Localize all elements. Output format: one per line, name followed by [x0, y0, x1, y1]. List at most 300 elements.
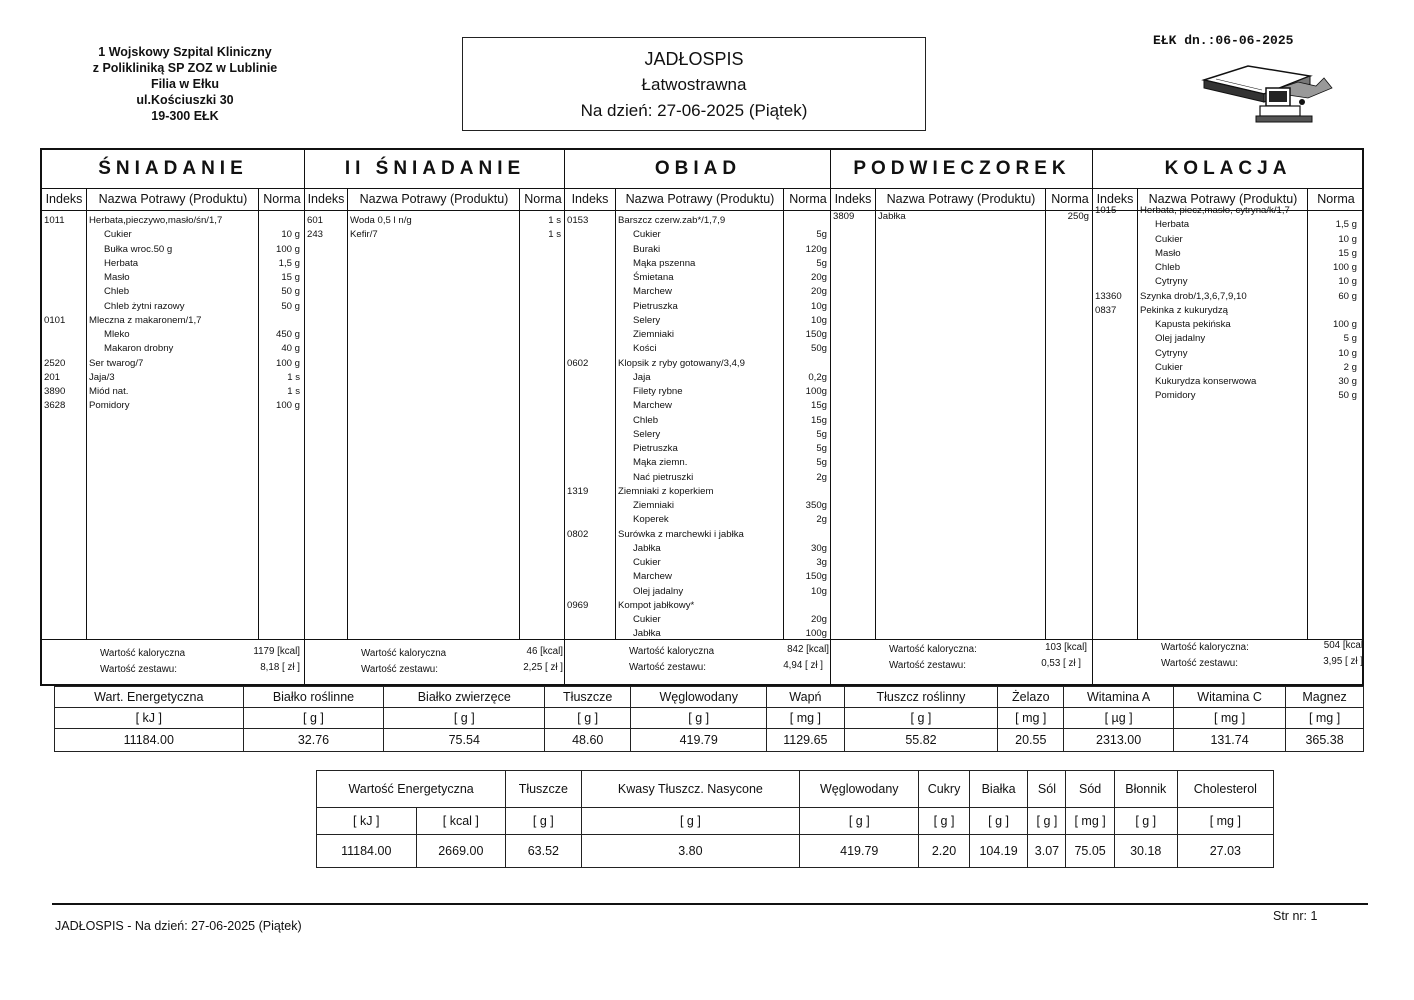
kcal-value: 103 [kcal] — [1045, 642, 1087, 653]
menu-item-row — [1093, 233, 1363, 247]
column-headers — [42, 189, 304, 211]
item-norm: 100 g — [1332, 262, 1357, 273]
nutrient-value: 419.79 — [631, 729, 767, 752]
item-index: 243 — [307, 229, 324, 241]
menu-item-row — [565, 556, 831, 570]
item-name: Herbata — [104, 257, 139, 269]
cost-value: 8,18 [ zł ] — [260, 662, 300, 673]
item-name: Cukier — [633, 557, 661, 568]
menu-item-row — [565, 442, 831, 456]
hospital-line: 19-300 EŁK — [151, 109, 219, 123]
item-norm: 15g — [810, 414, 827, 426]
item-norm: 5 g — [1343, 333, 1357, 345]
item-norm: 120g — [805, 243, 827, 255]
item-index: 0153 — [567, 215, 589, 226]
nutrient-unit: [ mg ] — [1066, 808, 1114, 835]
nutrient-header: Węglowodany — [631, 687, 767, 708]
footer-title: JADŁOSPIS - Na dzień: 27-06-2025 (Piątek) — [55, 919, 302, 933]
menu-item-row — [831, 210, 1093, 224]
cost-value: 0,53 [ zł ] — [1041, 658, 1081, 669]
kcal-label: Wartość kaloryczna — [361, 648, 447, 659]
item-index: 0837 — [1095, 304, 1117, 316]
item-name: Pietruszka — [633, 443, 678, 454]
cost-value: 3,95 [ zł ] — [1323, 656, 1363, 667]
nutrient-value: 419.79 — [800, 835, 919, 868]
menu-item-row — [42, 328, 304, 342]
meal-column-breakfast — [42, 150, 304, 684]
nutrition-header-row — [55, 687, 1364, 708]
nutrient-header: Błonnik — [1114, 771, 1177, 808]
nutrient-header: Białka — [969, 771, 1028, 808]
item-name: Filety rybne — [633, 386, 683, 397]
meal-column-second-breakfast — [304, 150, 565, 684]
nutrient-value: 30.18 — [1114, 835, 1177, 868]
item-name: Ser twarog/7 — [89, 357, 144, 369]
item-index: 201 — [44, 371, 61, 383]
menu-item-row — [565, 485, 831, 499]
item-norm: 10g — [810, 314, 827, 326]
item-name: Barszcz czerw.zab*/1,7,9 — [618, 215, 726, 226]
header-name: Nazwa Potrawy (Produktu) — [1137, 189, 1308, 210]
item-name: Kefir/7 — [350, 229, 378, 241]
item-name: Masło — [1155, 247, 1181, 259]
item-norm: 2g — [816, 471, 827, 483]
menu-item-row — [565, 513, 831, 527]
footer-divider — [52, 903, 1368, 905]
header-index: Indeks — [45, 192, 83, 206]
meal-column-lunch — [564, 150, 831, 684]
kcal-label: Wartość kaloryczna — [629, 646, 715, 657]
nutrient-header: Wartość Energetyczna — [317, 771, 506, 808]
item-name: Woda 0,5 l n/g — [350, 215, 412, 226]
nutrient-value: 63.52 — [506, 835, 581, 868]
menu-item-row — [42, 214, 304, 228]
item-name: Chleb — [104, 286, 130, 298]
nutrient-value: 27.03 — [1177, 835, 1273, 868]
nutrient-unit: [ g ] — [384, 708, 545, 729]
item-norm: 5g — [816, 443, 827, 454]
book-computer-logo-icon — [1198, 58, 1338, 128]
item-norm: 20g — [810, 272, 827, 283]
item-name: Szynka drob/1,3,6,7,9,10 — [1140, 290, 1247, 302]
menu-item-row — [565, 542, 831, 556]
menu-item-row — [565, 456, 831, 470]
nutrient-header: Kwasy Tłuszcz. Nasycone — [581, 771, 800, 808]
item-name: Mleczna z makaronem/1,7 — [89, 314, 202, 326]
menu-item-row — [1093, 204, 1363, 218]
meal-column-supper — [1092, 150, 1363, 684]
item-name: Cukier — [1155, 361, 1183, 373]
meal-summary — [831, 639, 1093, 684]
menu-item-row — [565, 271, 831, 285]
meal-summary — [42, 639, 304, 684]
menu-date: Na dzień: 27-06-2025 (Piątek) — [580, 101, 808, 120]
cost-value: 2,25 [ zł ] — [523, 662, 563, 673]
page-number: Str nr: 1 — [1273, 909, 1318, 923]
item-name: Koperek — [633, 514, 669, 526]
item-name: Mąka pszenna — [633, 257, 696, 269]
menu-item-row — [42, 371, 304, 385]
kcal-label: Wartość kaloryczna: — [1161, 642, 1249, 653]
nutrient-unit: [ g ] — [506, 808, 581, 835]
item-norm: 30g — [810, 542, 827, 554]
item-name: Jabłka — [878, 211, 906, 222]
hospital-address — [60, 44, 310, 124]
item-index: 3890 — [44, 386, 66, 397]
item-norm: 5g — [816, 257, 827, 269]
nutrient-unit: [ mg ] — [998, 708, 1064, 729]
nutrient-header: Witamina A — [1064, 687, 1174, 708]
header-name: Nazwa Potrawy (Produktu) — [615, 189, 784, 210]
item-name: Ziemniaki z koperkiem — [618, 485, 714, 497]
item-name: Kompot jabłkowy* — [618, 599, 695, 611]
item-index: 0602 — [567, 357, 589, 369]
nutrient-value: 11184.00 — [55, 729, 244, 752]
menu-item-row — [42, 399, 304, 413]
nutrient-unit: [ g ] — [800, 808, 919, 835]
menu-item-row — [565, 428, 831, 442]
page-title: JADŁOSPIS — [644, 49, 744, 69]
menu-item-row — [42, 314, 304, 328]
item-name: Marchew — [633, 571, 672, 583]
nutrient-unit: [ kcal ] — [416, 808, 506, 835]
item-name: Klopsik z ryby gotowany/3,4,9 — [618, 357, 745, 369]
item-name: Nać pietruszki — [633, 471, 694, 483]
item-norm: 10 g — [1338, 233, 1357, 245]
item-norm: 100g — [805, 628, 827, 640]
item-name: Mąka ziemn. — [633, 457, 688, 469]
menu-item-row — [1093, 261, 1363, 275]
nutrient-header: Sól — [1028, 771, 1066, 808]
menu-item-row — [565, 385, 831, 399]
menu-item-row — [565, 528, 831, 542]
item-norm: 10 g — [1338, 347, 1357, 359]
header-norm: Norma — [519, 189, 566, 210]
header-name: Nazwa Potrawy (Produktu) — [86, 189, 259, 210]
item-norm: 10g — [810, 300, 827, 312]
nutrient-header: Wapń — [767, 687, 844, 708]
item-name: Cukier — [633, 229, 661, 241]
menu-item-row — [1093, 375, 1363, 389]
item-name: Kości — [633, 343, 657, 355]
nutrient-value: 2669.00 — [416, 835, 506, 868]
item-norm: 10 g — [281, 229, 300, 241]
item-name: Cytryny — [1155, 276, 1188, 288]
item-norm: 15 g — [281, 272, 300, 283]
menu-item-row — [565, 371, 831, 385]
item-name: Miód nat. — [89, 386, 129, 397]
nutrient-header: Białko zwierzęce — [384, 687, 545, 708]
header-norm: Norma — [1307, 189, 1364, 210]
kcal-label: Wartość kaloryczna: — [889, 644, 977, 655]
nutrient-value: 20.55 — [998, 729, 1064, 752]
nutrient-unit: [ mg ] — [1174, 708, 1286, 729]
item-norm: 250g — [1067, 211, 1089, 222]
column-headers — [305, 189, 565, 211]
item-norm: 15 g — [1338, 247, 1357, 259]
menu-item-row — [42, 342, 304, 356]
item-name: Bułka wroc.50 g — [104, 243, 173, 255]
menu-item-row — [305, 214, 565, 228]
item-norm: 2 g — [1343, 361, 1357, 373]
nutrition-unit-row — [317, 808, 1274, 835]
menu-item-row — [1093, 318, 1363, 332]
item-name: Herbata — [1155, 219, 1190, 231]
meal-title: PODWIECZOREK — [831, 150, 1093, 189]
menu-item-row — [565, 471, 831, 485]
nutrient-header: Witamina C — [1174, 687, 1286, 708]
item-name: Selery — [633, 428, 661, 440]
nutrient-unit: [ g ] — [919, 808, 969, 835]
header-index: Indeks — [1096, 192, 1134, 206]
menu-item-row — [1093, 290, 1363, 304]
cost-label: Wartość zestawu: — [100, 664, 177, 675]
item-norm: 350g — [805, 500, 827, 511]
item-name: Ziemniaki — [633, 500, 675, 511]
item-norm: 1,5 g — [278, 257, 300, 269]
item-name: Jabłka — [633, 628, 661, 640]
nutrition-table-primary — [54, 686, 1364, 752]
item-name: Jaja — [633, 371, 651, 383]
item-norm: 40 g — [281, 343, 300, 355]
menu-item-row — [565, 570, 831, 584]
menu-item-row — [42, 300, 304, 314]
kcal-value: 46 [kcal] — [526, 646, 563, 657]
item-index: 1011 — [44, 215, 65, 226]
nutrient-header: Sód — [1066, 771, 1114, 808]
meal-title: OBIAD — [565, 150, 831, 189]
nutrient-value: 75.54 — [384, 729, 545, 752]
nutrient-unit: [ g ] — [631, 708, 767, 729]
nutrient-value: 3.07 — [1028, 835, 1066, 868]
item-name: Marchew — [633, 400, 672, 412]
nutrient-header: Cholesterol — [1177, 771, 1273, 808]
nutrition-header-row — [317, 771, 1274, 808]
nutrient-header: Tłuszcze — [506, 771, 581, 808]
nutrient-value: 104.19 — [969, 835, 1028, 868]
item-norm: 450 g — [275, 329, 300, 340]
nutrient-value: 2.20 — [919, 835, 969, 868]
item-name: Surówka z marchewki i jabłka — [618, 528, 744, 540]
header-norm: Norma — [1045, 189, 1094, 210]
hospital-line: Filia w Ełku — [150, 77, 220, 91]
header-index: Indeks — [307, 192, 345, 206]
item-norm: 150g — [805, 571, 827, 583]
menu-item-row — [565, 285, 831, 299]
header-norm: Norma — [258, 189, 305, 210]
item-norm: 50 g — [1338, 390, 1357, 402]
item-norm: 1 s — [548, 229, 561, 241]
item-norm: 15g — [810, 400, 827, 412]
kcal-value: 504 [kcal — [1323, 640, 1363, 651]
item-name: Chleb — [1155, 262, 1181, 273]
item-name: Chleb — [633, 414, 659, 426]
hospital-line: ul.Kościuszki 30 — [136, 93, 234, 107]
item-norm: 5g — [816, 428, 827, 440]
nutrient-unit: [ g ] — [969, 808, 1028, 835]
item-name: Masło — [104, 272, 130, 283]
meal-title: KOLACJA — [1093, 150, 1363, 189]
nutrient-header: Białko roślinne — [243, 687, 384, 708]
nutrient-unit: [ µg ] — [1064, 708, 1174, 729]
item-norm: 100 g — [275, 400, 300, 412]
menu-item-row — [305, 228, 565, 242]
item-name: Jabłka — [633, 542, 661, 554]
nutrient-value: 2313.00 — [1064, 729, 1174, 752]
menu-item-row — [1093, 332, 1363, 346]
item-norm: 5g — [816, 457, 827, 469]
item-name: Olej jadalny — [633, 585, 684, 597]
item-name: Pomidory — [1155, 390, 1196, 402]
item-index: 1015 — [1095, 205, 1117, 216]
nutrient-value: 11184.00 — [317, 835, 417, 868]
menu-item-row — [42, 385, 304, 399]
hospital-line: z Polikliniką SP ZOZ w Lublinie — [92, 61, 278, 75]
meal-summary — [1093, 639, 1363, 684]
item-index: 1319 — [567, 485, 589, 497]
menu-item-row — [565, 342, 831, 356]
item-name: Mleko — [104, 329, 130, 340]
menu-item-row — [565, 357, 831, 371]
item-name: Pekinka z kukurydzą — [1140, 304, 1228, 316]
column-headers — [565, 189, 831, 211]
menu-item-row — [565, 499, 831, 513]
item-name: Marchew — [633, 286, 672, 298]
title-box — [462, 37, 926, 131]
item-norm: 0,2g — [808, 371, 827, 383]
item-norm: 5g — [816, 229, 827, 241]
item-name: Kukurydza konserwowa — [1155, 376, 1257, 387]
menu-item-row — [1093, 218, 1363, 232]
kcal-value: 842 [kcal] — [787, 644, 829, 655]
menu-item-row — [42, 357, 304, 371]
menu-item-row — [565, 228, 831, 242]
menu-item-row — [1093, 361, 1363, 375]
nutrient-header: Żelazo — [998, 687, 1064, 708]
menu-item-row — [565, 613, 831, 627]
item-index: 0969 — [567, 599, 589, 611]
menu-item-row — [42, 257, 304, 271]
cost-label: Wartość zestawu: — [629, 662, 706, 673]
menu-item-row — [42, 271, 304, 285]
meal-summary — [565, 639, 831, 684]
nutrient-header: Wart. Energetyczna — [55, 687, 244, 708]
item-norm: 1 s — [548, 215, 561, 226]
item-name: Ziemniaki — [633, 329, 675, 340]
column-headers — [831, 189, 1093, 211]
nutrient-header: Węglowodany — [800, 771, 919, 808]
item-norm: 100 g — [1332, 319, 1357, 330]
item-norm: 50 g — [281, 286, 300, 298]
item-name: Olej jadalny — [1155, 333, 1206, 345]
item-name: Cukier — [1155, 233, 1183, 245]
item-norm: 50g — [810, 343, 827, 355]
menu-item-row — [1093, 347, 1363, 361]
item-index: 0101 — [44, 314, 66, 326]
menu-item-row — [565, 314, 831, 328]
cost-value: 4,94 [ zł ] — [783, 660, 823, 671]
nutrient-header: Cukry — [919, 771, 969, 808]
nutrient-header: Magnez — [1286, 687, 1364, 708]
header-index: Indeks — [571, 192, 609, 206]
item-name: Pomidory — [89, 400, 130, 412]
item-name: Śmietana — [633, 272, 674, 283]
nutrient-value: 131.74 — [1174, 729, 1286, 752]
item-norm: 100g — [805, 386, 827, 397]
item-name: Herbata, piecz,masło, cytryna/k/1,7 — [1140, 205, 1290, 216]
nutrient-unit: [ g ] — [844, 708, 998, 729]
item-norm: 20g — [810, 614, 827, 625]
header-name: Nazwa Potrawy (Produktu) — [347, 189, 520, 210]
item-name: Chleb żytni razowy — [104, 300, 185, 312]
item-name: Herbata,pieczywo,masło/śn/1,7 — [89, 215, 223, 226]
item-name: Buraki — [633, 243, 661, 255]
nutrient-value: 75.05 — [1066, 835, 1114, 868]
item-name: Cytryny — [1155, 347, 1188, 359]
menu-item-row — [565, 399, 831, 413]
item-name: Selery — [633, 314, 661, 326]
meal-summary — [305, 639, 565, 684]
menu-item-row — [1093, 304, 1363, 318]
menu-item-row — [565, 414, 831, 428]
nutrition-unit-row — [55, 708, 1364, 729]
nutrient-unit: [ mg ] — [1177, 808, 1273, 835]
meal-title: ŚNIADANIE — [42, 150, 304, 189]
item-norm: 30 g — [1338, 376, 1357, 387]
nutrient-value: 1129.65 — [767, 729, 844, 752]
menu-item-row — [565, 599, 831, 613]
cost-label: Wartość zestawu: — [889, 660, 966, 671]
item-name: Pietruszka — [633, 300, 678, 312]
nutrient-unit: [ kJ ] — [317, 808, 417, 835]
item-index: 0802 — [567, 528, 589, 540]
meal-title: II ŚNIADANIE — [305, 150, 565, 189]
item-name: Kapusta pekińska — [1155, 319, 1231, 330]
item-norm: 100 g — [275, 243, 300, 255]
nutrient-unit: [ g ] — [581, 808, 800, 835]
item-index: 3628 — [44, 400, 66, 412]
menu-item-row — [1093, 389, 1363, 403]
menu-item-row — [565, 214, 831, 228]
nutrient-unit: [ mg ] — [1286, 708, 1364, 729]
item-norm: 1 s — [287, 386, 300, 397]
item-norm: 100 g — [275, 357, 300, 369]
item-index: 2520 — [44, 357, 66, 369]
nutrient-unit: [ g ] — [545, 708, 631, 729]
nutrition-table-secondary — [316, 770, 1274, 868]
item-norm: 2g — [816, 514, 827, 526]
menu-item-row — [565, 328, 831, 342]
item-name: Cukier — [104, 229, 132, 241]
menu-item-row — [42, 228, 304, 242]
item-norm: 20g — [810, 286, 827, 298]
nutrition-value-row — [317, 835, 1274, 868]
cost-label: Wartość zestawu: — [1161, 658, 1238, 669]
nutrient-value: 48.60 — [545, 729, 631, 752]
nutrient-unit: [ g ] — [1114, 808, 1177, 835]
menu-item-row — [565, 585, 831, 599]
menu-table — [40, 148, 1364, 686]
kcal-value: 1179 [kcal] — [253, 646, 300, 657]
nutrient-unit: [ kJ ] — [55, 708, 244, 729]
cost-label: Wartość zestawu: — [361, 664, 438, 675]
item-norm: 150g — [805, 329, 827, 340]
item-norm: 3g — [816, 557, 827, 568]
header-name: Nazwa Potrawy (Produktu) — [875, 189, 1046, 210]
hospital-line: 1 Wojskowy Szpital Kliniczny — [98, 45, 272, 59]
item-norm: 1,5 g — [1335, 219, 1357, 231]
item-name: Jaja/3 — [89, 371, 115, 383]
